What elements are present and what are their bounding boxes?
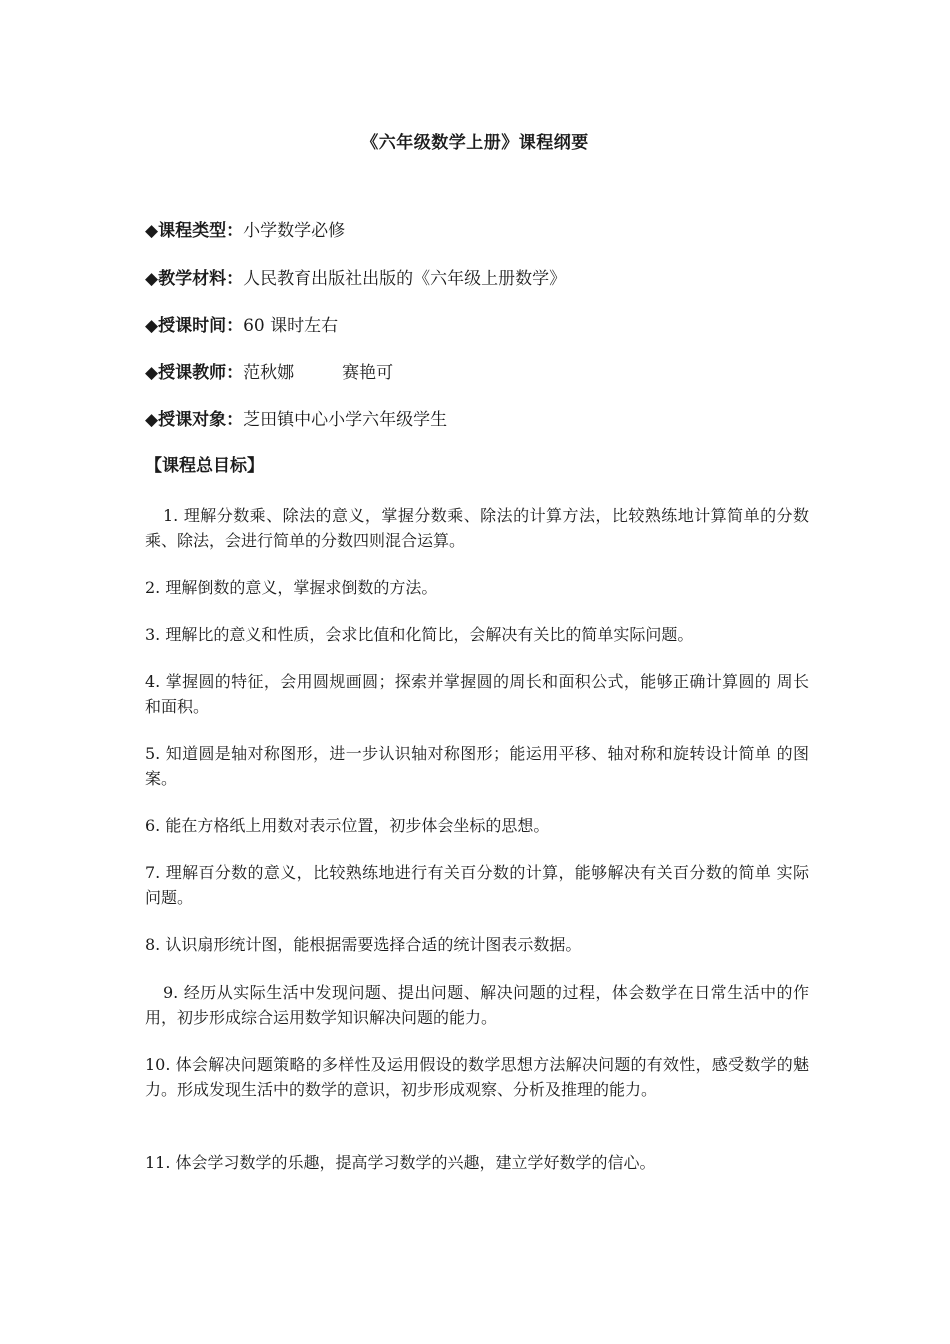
goal-item: 5. 知道圆是轴对称图形，进一步认识轴对称图形；能运用平移、轴对称和旋转设计简单 的图案。 [145,744,809,788]
meta-value: 60 课时左右 [243,316,339,336]
meta-value: 芝田镇中心小学六年级学生 [243,410,448,430]
goal-item: 11. 体会学习数学的乐趣，提高学习数学的兴趣，建立学好数学的信心。 [145,1153,656,1172]
goal-item: 8. 认识扇形统计图，能根据需要选择合适的统计图表示数据。 [145,935,582,954]
meta-audience [145,409,447,431]
goal-item: 9. 经历从实际生活中发现问题、提出问题、解决问题的过程，体会数学在日常生活中的作用，初步形成综合运用数学知识解决问题的能力。 [145,983,809,1027]
document-title: 《六年级数学上册》课程纲要 [361,133,589,153]
goal-item: 6. 能在方格纸上用数对表示位置，初步体会坐标的思想。 [145,816,550,835]
meta-label: ◆教学材料： [145,269,244,289]
goal-item: 7. 理解百分数的意义，比较熟练地进行有关百分数的计算，能够解决有关百分数的简单 实际问题。 [145,863,809,907]
meta-label: ◆课程类型： [145,221,244,241]
meta-value-2: 赛艳可 [342,363,394,383]
meta-value: 范秋娜 [243,363,295,383]
goal-item: 10. 体会解决问题策略的多样性及运用假设的数学思想方法解决问题的有效性，感受数学的魅力。形成发现生活中的数学的意识，初步形成观察、分析及推理的能力。 [145,1055,809,1099]
goal-item: 4. 掌握圆的特征，会用圆规画圆；探索并掌握圆的周长和面积公式，能够正确计算圆的 周长和面积。 [145,672,809,716]
meta-value: 人民教育出版社出版的《六年级上册数学》 [243,269,567,289]
meta-value: 小学数学必修 [243,221,346,241]
meta-label: ◆授课时间： [145,316,244,336]
meta-hours [145,315,338,337]
meta-label: ◆授课对象： [145,410,244,430]
goal-item: 1. 理解分数乘、除法的意义，掌握分数乘、除法的计算方法，比较熟练地计算简单的分数乘、除法，会进行简单的分数四则混合运算。 [145,506,809,550]
goal-item: 2. 理解倒数的意义，掌握求倒数的方法。 [145,578,438,597]
meta-materials [145,268,566,290]
meta-teachers [145,362,393,384]
meta-label: ◆授课教师： [145,363,244,383]
section-heading: 【课程总目标】 [145,456,264,476]
meta-course-type [145,220,345,242]
goal-item: 3. 理解比的意义和性质，会求比值和化简比，会解决有关比的简单实际问题。 [145,625,694,644]
